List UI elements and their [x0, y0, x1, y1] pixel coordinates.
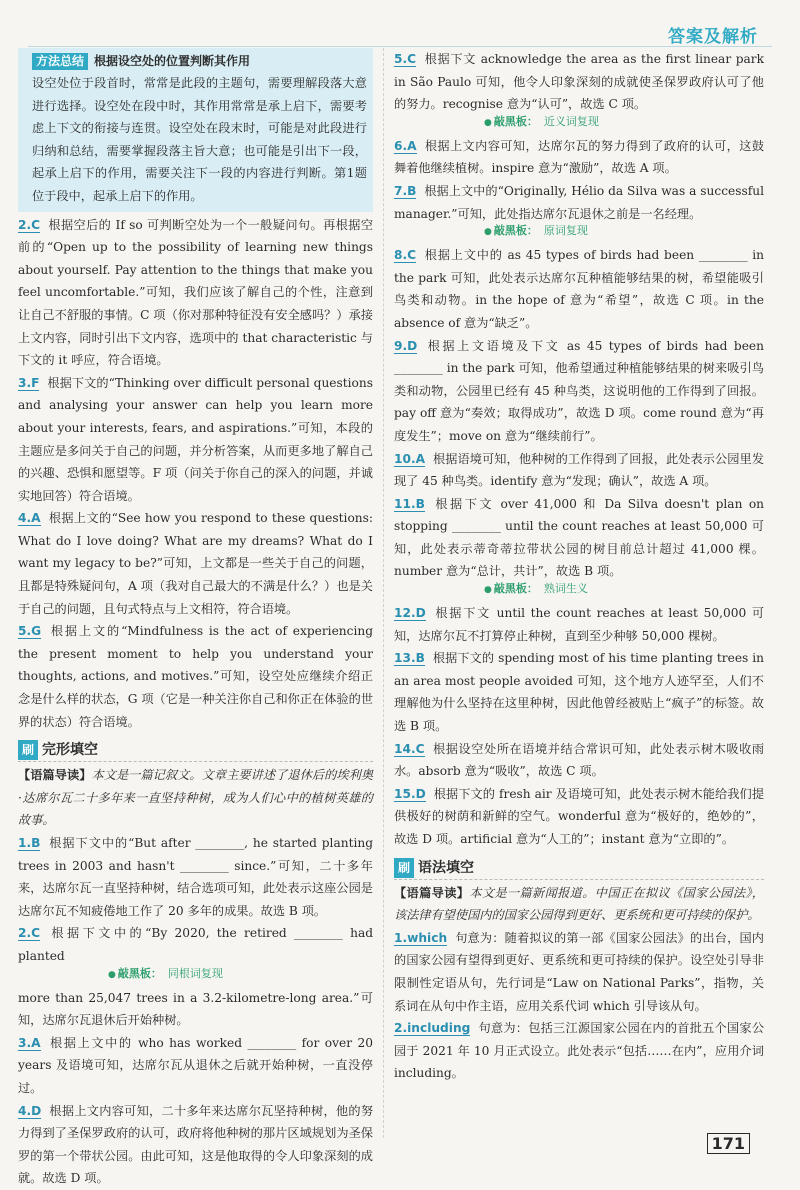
answer-number: 10.A — [394, 451, 426, 466]
answer-number: 12.D — [394, 606, 426, 621]
tip-note: ● 敲黑板： 熟词生义 — [484, 581, 764, 598]
answer-text: 根据下文的 spending most of his time planting trees in an area most people avoided 可知，这个地方人迹罕至，人们不理解他为什么坚持在这里种树，因此他曾经被贴上“疯子”的标签。故选 B 项。 — [394, 651, 764, 734]
answer-text: 根据下文 until the count reaches at least 50,000 可知，达席尔瓦不打算停止种树，直到至少种够 50,000 棵树。 — [394, 606, 765, 643]
answer-text: 根据下文 over 41,000 和 Da Silva doesn't plan on stopping ________ until the count reaches at least 50,000 可知，此处表示蒂奇蒂拉带状公园的树目前总计超过 41,000 棵。number 意为“总计，共计”，故选 B 项。 — [394, 496, 765, 579]
answer-item — [394, 48, 764, 116]
answer-item — [394, 738, 764, 783]
page-number: 171 — [707, 1134, 750, 1153]
answer-item — [394, 335, 764, 448]
answer-text: 根据上文内容可知，达席尔瓦的努力得到了政府的认可，这鼓舞着他继续植树。inspire 意为“激励”，故选 A 项。 — [394, 138, 765, 176]
answer-text: 根据空后的 If so 可判断空处为一个一般疑问句。再根据空前的“Open up to the possibility of learning new things about yourself. Pay attention to the things that make you feel uncomfortable.”可知，我们应该了解自己的个性，注意到让自己不舒服的事情。C 项（你对那种特征没有安全感吗？）承接上文内容，同时引出下文内容，选项中的 that characteristic 与下文的 it 呼应，符合语境。 — [18, 217, 374, 368]
answer-number: 2.C — [18, 926, 41, 941]
grammar-guide: 【语篇导读】本文是一篇新闻报道。中国正在拟议《国家公园法》，该法律有望使国内的国家公园得到更好、更系统和更可持续的保护。 — [394, 885, 764, 923]
tip-note: ● 敲黑板： 同根词复现 — [108, 966, 373, 983]
answer-number: 14.C — [394, 741, 425, 756]
answer-number: 8.C — [394, 248, 417, 263]
answer-item — [394, 927, 764, 1017]
answer-item — [394, 647, 764, 737]
answer-item — [394, 493, 764, 583]
method-summary-box — [18, 48, 373, 212]
tip-note: ● 敲黑板： 近义词复现 — [484, 114, 764, 131]
answer-item — [18, 507, 373, 620]
right-column — [394, 48, 764, 1085]
header-rule — [28, 46, 772, 47]
answer-number: 5.C — [394, 52, 417, 66]
cloze-guide: 【语篇导读】本文是一篇记叙文。文章主要讲述了退休后的埃利奥·达席尔瓦二十多年来一直坚持种树，成为人们心中的植树英雄的故事。 — [18, 768, 374, 828]
answer-number: 9.D — [394, 338, 418, 353]
answer-number: 13.B — [394, 651, 425, 666]
column-divider — [383, 48, 384, 1138]
answer-text: 句意为：包括三江源国家公园在内的首批五个国家公园于 2021 年 10 月正式设立。此处表示“包括……在内”，应用介词 including。 — [394, 1021, 765, 1081]
answer-text: 根据下文中的“By 2020, the retired ________ had planted — [18, 926, 374, 963]
tip-note: ● 敲黑板： 原词复现 — [484, 223, 764, 240]
answer-text: 句意为：随着拟议的第一部《国家公园法》的出台，国内的国家公园有望得到更好、更系统和更可持续的保护。设空处引导非限制性定语从句，先行词是“Law on National Parks”，指物，关系词在从句中作主语，应用关系代词 which 引导该从句。 — [394, 930, 764, 1013]
answer-number: 1.which — [394, 930, 448, 945]
answer-item — [18, 620, 373, 733]
answer-text: 根据下文的“Thinking over difficult personal questions and analysing your answer can help you learn more about your interests, fears, and aspirations.”可知，本段的主题应是多问关于自己的问题，并分析答案，从而更多地了解自己的兴趣、恐惧和愿望等。F 项（问关于你自己的深入的问题，并诚实地回答）符合语境。 — [18, 375, 373, 503]
answer-text: 根据上文中的 as 45 types of birds had been ________ in the park 可知，此处表示达席尔瓦种植能够结果的树，希望能吸引鸟类和动物。in the hope of 意为“希望”，故选 C 项。in the absence of 意为“缺乏”。 — [394, 248, 765, 330]
answer-text: 根据下文的 fresh air 及语境可知，此处表示树木能给我们提供极好的树荫和新鲜的空气。wonderful 意为“极好的，绝妙的”，故选 D 项。artificial 意为“人工的”；instant 意为“立即的”。 — [394, 786, 765, 846]
cloze-section-heading — [18, 739, 373, 762]
answer-text: 根据上文语境及下文 as 45 types of birds had been ________ in the park 可知，他希望通过种植能够结果的树来吸引鸟类和动物，公园里已经有 45 种鸟类，这说明他的工作得到了回报。pay off 意为“奏效；取得成功”，故选 D 项。come round 意为“再度发生”；move on 意为“继续前行”。 — [394, 338, 764, 443]
answer-text: 根据上文的“Mindfulness is the act of experiencing the present moment to help you understand your thoughts, actions, and motives.”可知，设空处应继续介绍正念是什么样的状态，G 项（它是一种关注你自己和你正在体验的世界的状态）符合语境。 — [18, 624, 374, 729]
answer-number: 3.A — [18, 1035, 41, 1050]
method-summary-tag: 方法总结 — [32, 53, 88, 70]
answer-number: 7.B — [394, 183, 417, 198]
answer-text: 根据上文中的“Originally, Hélio da Silva was a successful manager.”可知，此处指达席尔瓦退休之前是一名经理。 — [394, 183, 765, 221]
answer-number: 4.D — [18, 1103, 42, 1118]
brush-icon: 刷 — [18, 740, 38, 760]
method-summary-body: 设空处位于段首时，常常是此段的主题句，需要理解段落大意进行选择。设空处在段中时，其作用常常是承上启下，需要考虑上下文的衔接与连贯。设空处在段末时，可能是对此段进行归纳和总结，需要掌握段落主旨大意；也可能是引出下一段，起承上启下的作用，需要关注下一段的内容进行判断。第1题位于段中，起承上启下的作用。 — [32, 76, 367, 203]
method-summary-heading — [32, 50, 367, 72]
answer-text: 根据上文的“See how you respond to these questions: What do I love doing? What are my dreams? What do I want my legacy to be?”可知，上文都是一些关于自己的问题，且都是特殊疑问句，A 项（我对自己最大的不满是什么？）也是关于自己的问题，且句式特点与上文相符，符合语境。 — [18, 511, 373, 616]
grammar-section-heading — [394, 857, 764, 880]
answer-item — [394, 135, 764, 180]
brush-icon: 刷 — [394, 858, 414, 878]
answer-number: 3.F — [18, 375, 40, 390]
answer-item — [394, 180, 764, 225]
answer-item — [18, 922, 373, 967]
answer-number: 1.B — [18, 836, 41, 850]
answer-item — [394, 1017, 764, 1085]
answer-item — [394, 244, 764, 334]
answer-item — [18, 372, 373, 508]
answer-number: 6.A — [394, 138, 417, 153]
answer-text: 根据语境可知，他种树的工作得到了回报，此处表示公园里发现了 45 种鸟类。identify 意为“发现；确认”，故选 A 项。 — [394, 451, 765, 489]
answer-item — [18, 214, 373, 372]
answer-number: 2.C — [18, 217, 41, 232]
method-summary-title: 根据设空处的位置判断其作用 — [94, 54, 251, 68]
cloze-section-title: 完形填空 — [42, 742, 98, 759]
answer-number: 5.G — [18, 624, 42, 639]
answer-item — [394, 448, 764, 493]
answer-number: 11.B — [394, 496, 425, 511]
answer-item — [18, 1100, 373, 1190]
header-title: 答案及解析 — [668, 27, 758, 47]
answer-number: 15.D — [394, 786, 426, 801]
answer-text: 根据下文中的“But after ________, he started planting trees in 2003 and hasn't ________ since.”可知，二十多年来，达席尔瓦一直坚持种树，结合选项可知，此处表示这座公园是达席尔瓦不知疲倦地工作了 20 多年的成果。故选 B 项。 — [18, 836, 374, 918]
answer-item — [18, 1032, 373, 1100]
answer-item — [394, 783, 764, 851]
answer-text: 根据上文内容可知，二十多年来达席尔瓦坚持种树，他的努力得到了圣保罗政府的认可，政府将他种树的那片区域规划为圣保罗的第一个带状公园。由此可知，这是他取得的令人印象深刻的成就。故选 D 项。 — [18, 1103, 374, 1186]
answer-item — [394, 602, 764, 647]
answer-number: 4.A — [18, 511, 41, 526]
answer-number: 2.including — [394, 1021, 471, 1036]
grammar-section-title: 语法填空 — [418, 859, 474, 876]
answer-text: 根据上文中的 who has worked ________ for over 20 years 及语境可知，达席尔瓦从退休之后就开始种树，一直没停过。 — [18, 1035, 374, 1095]
answer-text-continued: more than 25,047 trees in a 3.2-kilometre-long area.”可知，达席尔瓦退休后开始种树。 — [18, 990, 373, 1028]
answer-item — [18, 832, 373, 922]
answer-text: 根据下文 acknowledge the area as the first linear park in São Paulo 可知，他令人印象深刻的成就使圣保罗政府认可了他的努力。recognise 意为“认可”，故选 C 项。 — [394, 52, 764, 112]
answer-text: 根据设空处所在语境并结合常识可知，此处表示树木吸收雨水。absorb 意为“吸收”，故选 C 项。 — [394, 741, 765, 779]
left-column — [18, 48, 373, 1190]
